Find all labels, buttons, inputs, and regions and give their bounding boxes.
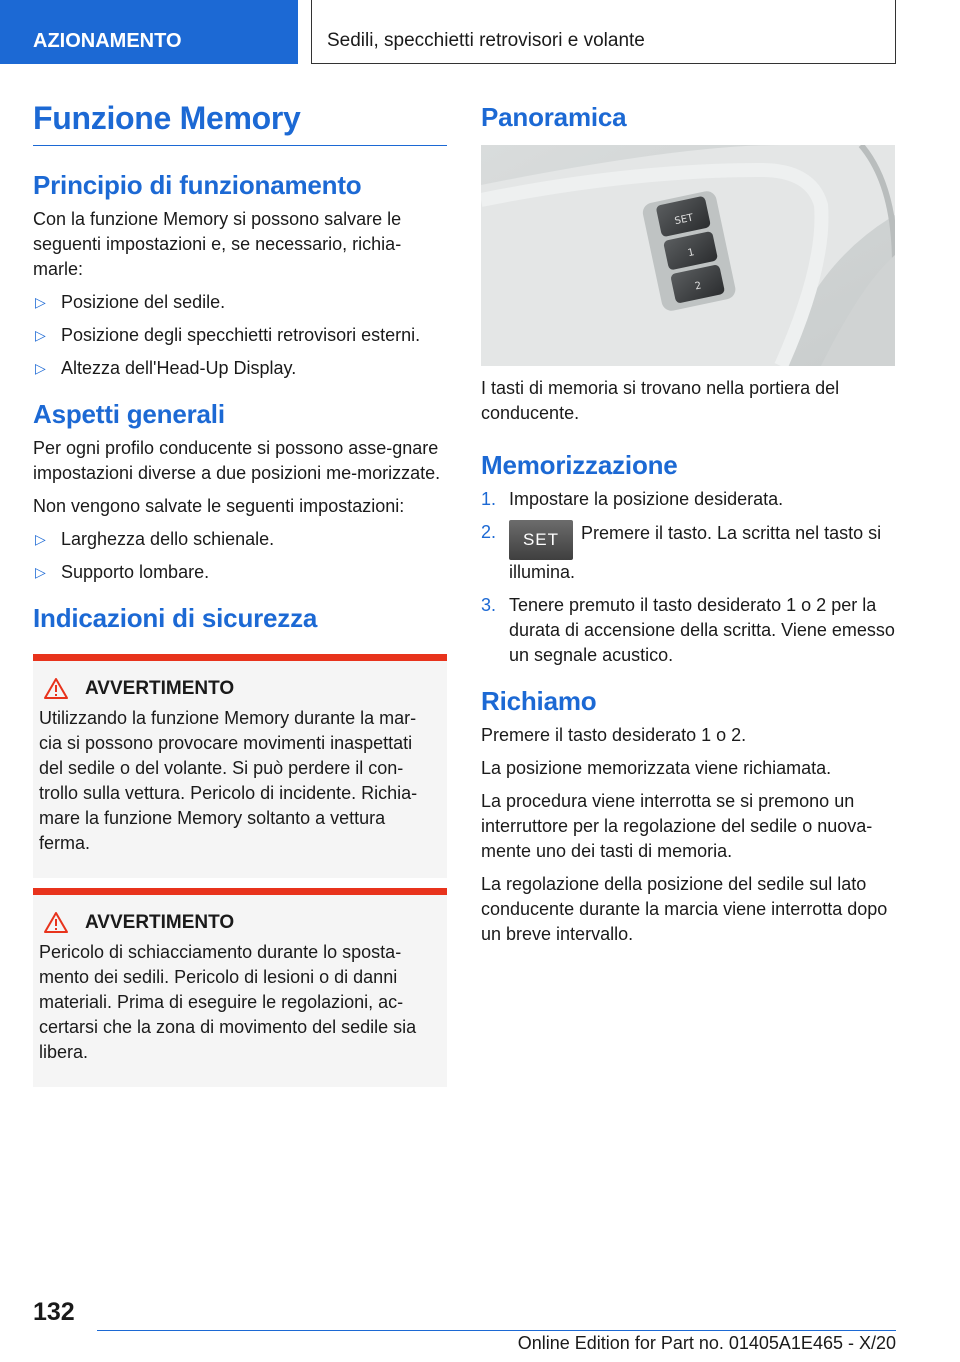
triangle-bullet-icon: ▷ bbox=[35, 564, 46, 580]
warning-header bbox=[39, 677, 439, 700]
triangle-bullet-icon: ▷ bbox=[35, 360, 46, 376]
warning-triangle-icon bbox=[43, 911, 69, 934]
general-text-2: Non vengono salvate le seguenti impostazioni: bbox=[33, 496, 405, 516]
triangle-bullet-icon: ▷ bbox=[35, 327, 46, 343]
warning-text: Utilizzando la funzione Memory durante la mar-cia si possono provocare movimenti inaspettati del sedile o del volante. Si può perdere il con-trollo sulla vettura. Pericolo di incidente. Richia-mare la funzione Memory soltanto a vettura ferma. bbox=[39, 708, 418, 853]
list-item: ▷ Posizione del sedile. bbox=[33, 290, 447, 315]
warning-triangle-icon bbox=[43, 677, 69, 700]
recall-heading: Richiamo bbox=[481, 686, 597, 716]
warning-header bbox=[39, 911, 439, 934]
chapter-tab bbox=[311, 0, 896, 64]
set-key-icon: SET bbox=[509, 520, 573, 560]
recall-text: La posizione memorizzata viene richiamata. bbox=[481, 758, 832, 778]
general-text-1: Per ogni profilo conducente si possono asse-gnare impostazioni diverse a due posizioni me-morizzate. bbox=[33, 438, 441, 483]
list-item: ▷ Posizione degli specchietti retrovisori esterni. bbox=[33, 323, 447, 348]
safety-heading: Indicazioni di sicurezza bbox=[33, 603, 318, 633]
recall-text: Premere il tasto desiderato 1 o 2. bbox=[481, 725, 747, 745]
list-item: 3. Tenere premuto il tasto desiderato 1 o 2 per la durata di accensione della scritta. Viene emesso un segnale acustico. bbox=[481, 595, 895, 665]
triangle-bullet-icon: ▷ bbox=[35, 531, 46, 547]
list-item: 1. Impostare la posizione desiderata. bbox=[481, 489, 784, 509]
overview-heading: Panoramica bbox=[481, 102, 627, 132]
general-list bbox=[33, 527, 447, 585]
chapter-title: Sedili, specchietti retrovisori e volante bbox=[327, 30, 645, 51]
warning-label: AVVERTIMENTO bbox=[85, 911, 235, 933]
footer-edition: Online Edition for Part no. 01405A1E465 - X/20 bbox=[517, 1333, 896, 1353]
page-number: 132 bbox=[33, 1298, 75, 1326]
page-title: Funzione Memory bbox=[33, 100, 447, 146]
warning-box bbox=[33, 888, 447, 1087]
storage-heading: Memorizzazione bbox=[481, 450, 678, 480]
photo-label-1: 1 bbox=[686, 247, 696, 260]
warning-box bbox=[33, 654, 447, 878]
principle-list bbox=[33, 290, 447, 381]
list-item: ▷ Altezza dell'Head-Up Display. bbox=[33, 356, 447, 381]
warning-label: AVVERTIMENTO bbox=[85, 677, 235, 699]
footer-divider bbox=[97, 1330, 896, 1331]
triangle-bullet-icon: ▷ bbox=[35, 294, 46, 310]
list-item: ▷ Supporto lombare. bbox=[33, 560, 447, 585]
list-item: ▷ Larghezza dello schienale. bbox=[33, 527, 447, 552]
general-heading: Aspetti generali bbox=[33, 399, 225, 429]
recall-text: La regolazione della posizione del sedile sul lato conducente durante la marcia viene interrotta dopo un breve intervallo. bbox=[481, 874, 888, 944]
left-column bbox=[33, 100, 447, 1097]
warning-text: Pericolo di schiacciamento durante lo sposta-mento dei sedili. Pericolo di lesioni o di danni materiali. Prima di eseguire le regolazioni, ac-certarsi che la zona di movimento del sedile sia libera. bbox=[39, 942, 417, 1062]
section-title: AZIONAMENTO bbox=[33, 30, 182, 52]
principle-text: Con la funzione Memory si possono salvare le seguenti impostazioni e, se necessario, richia-marle: bbox=[33, 209, 402, 279]
right-column bbox=[481, 100, 895, 955]
photo-label-2: 2 bbox=[693, 280, 703, 293]
storage-steps bbox=[481, 487, 895, 668]
list-item: 2. SET Premere il tasto. La scritta nel tasto si illumina. bbox=[481, 522, 882, 582]
photo-set-label: SET bbox=[673, 212, 695, 228]
principle-heading: Principio di funzionamento bbox=[33, 170, 362, 200]
overview-caption: I tasti di memoria si trovano nella portiera del conducente. bbox=[481, 378, 840, 423]
section-tab bbox=[0, 0, 298, 64]
recall-text: La procedura viene interrotta se si premono un interruttore per la regolazione del sedile o nuova-mente uno dei tasti di memoria. bbox=[481, 791, 873, 861]
memory-buttons-photo bbox=[481, 145, 895, 366]
